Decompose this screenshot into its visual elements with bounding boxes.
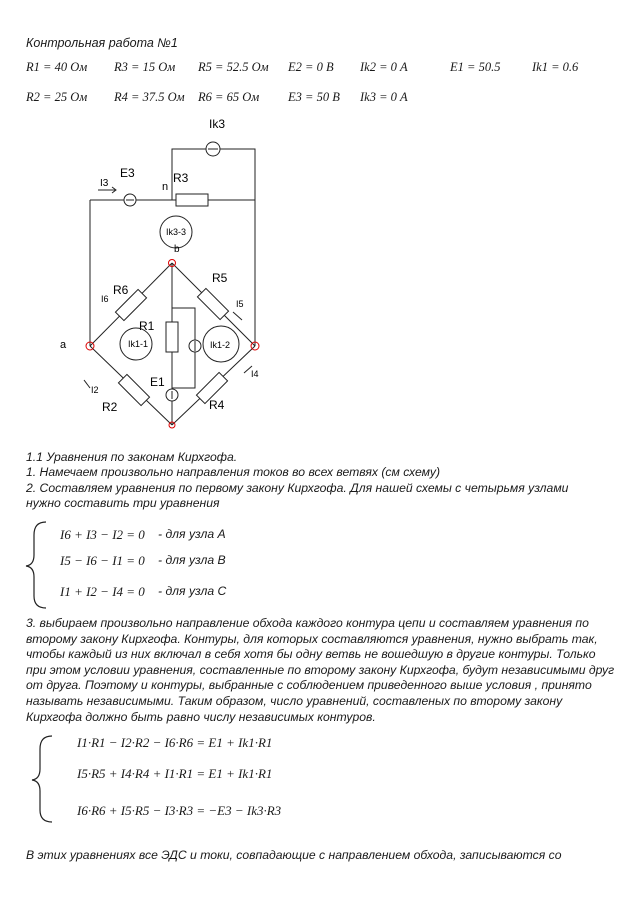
kcl-note-2: - для узла B	[158, 553, 226, 567]
kcl-eq-1: I6 + I3 − I2 = 0	[60, 527, 145, 542]
label-node-n: n	[162, 181, 169, 193]
arrow-i5	[233, 312, 242, 320]
document-title: Контрольная работа №1	[26, 36, 178, 50]
param-r4: R4 = 37.5 Ом	[114, 90, 185, 104]
resistor-r1	[166, 322, 178, 352]
param-ik3: Ik3 = 0 А	[360, 90, 408, 104]
circuit-diagram	[0, 0, 634, 440]
kvl-eq-1: I1·R1 − I2·R2 − I6·R6 = E1 + Ik1·R1	[77, 735, 273, 750]
label-r4: R4	[209, 398, 225, 412]
kcl-eq-2: I5 − I6 − I1 = 0	[60, 553, 145, 568]
label-ik3-loop: Ik3-3	[166, 227, 187, 237]
label-ik3: Ik3	[209, 117, 226, 131]
step-2-line-2: нужно составить три уравнения	[26, 496, 220, 510]
label-i5: I5	[236, 299, 244, 309]
param-e2: E2 = 0 В	[288, 60, 334, 74]
label-i6: I6	[101, 294, 109, 304]
kcl-note-1: - для узла A	[158, 527, 226, 541]
label-i2: I2	[91, 385, 99, 395]
param-ik1: Ik1 = 0.6	[532, 60, 579, 74]
label-r5: R5	[212, 271, 228, 285]
param-r5: R5 = 52.5 Ом	[198, 60, 269, 74]
kvl-eq-2: I5·R5 + I4·R4 + I1·R1 = E1 + Ik1·R1	[77, 766, 273, 781]
label-e3: E3	[120, 166, 135, 180]
param-e3: E3 = 50 В	[288, 90, 340, 104]
label-r1: R1	[139, 319, 155, 333]
footer-text: В этих уравнениях все ЭДС и токи, совпадающие с направлением обхода, записываются со	[26, 848, 562, 862]
label-node-b: b	[174, 244, 180, 255]
param-r6: R6 = 65 Ом	[198, 90, 260, 104]
label-i3: I3	[100, 178, 109, 189]
arrow-i2	[84, 380, 90, 388]
resistor-r5	[197, 288, 228, 319]
param-ik2: Ik2 = 0 А	[360, 60, 408, 74]
kvl-eq-3: I6·R6 + I5·R5 − I3·R3 = −E3 − Ik3·R3	[77, 803, 282, 818]
label-ik1-1: Ik1-1	[128, 339, 149, 349]
kvl-brace	[30, 734, 54, 824]
label-r3: R3	[173, 171, 189, 185]
param-r1: R1 = 40 Ом	[26, 60, 88, 74]
kcl-note-3: - для узла C	[158, 584, 227, 598]
kcl-eq-3: I1 + I2 − I4 = 0	[60, 584, 145, 599]
label-r6: R6	[113, 283, 129, 297]
label-e1: E1	[150, 375, 165, 389]
label-i4: I4	[251, 369, 259, 379]
label-r2: R2	[102, 400, 118, 414]
resistor-r3	[176, 194, 208, 206]
step-1: 1. Намечаем произвольно направления токов во всех ветвях (см схему)	[26, 465, 441, 479]
kcl-brace	[24, 520, 48, 610]
param-r2: R2 = 25 Ом	[26, 90, 88, 104]
step-2-line-1: 2. Составляем уравнения по первому закону Кирхгофа. Для нашей схемы с четырьмя узлами	[26, 481, 569, 495]
resistor-r2	[118, 374, 149, 405]
param-e1: E1 = 50.5	[450, 60, 501, 74]
section-heading: 1.1 Уравнения по законам Кирхгофа.	[26, 450, 238, 464]
label-node-a: a	[60, 339, 67, 351]
step-3-paragraph: 3. выбираем произвольно направление обхода каждого контура цепи и составляем уравнения по второму закону Кирхгофа. Контуры, для которых составляются уравнения, нужно выбрать так, чтобы каждый из них включал в себя хотя бы одну ветвь не вошедшую в другие контуры. Только при этом условии уравнения, составленные по второму закону Кирхгофа, будут независимыми друг от друга. Поэтому и контуры, выбранные с соблюдением приведенного выше условия , принято называть независимыми. Таким образом, число уравнений, составленых по второму закону Кирхгофа должно быть равно числу независимых контуров.	[26, 616, 615, 724]
param-r3: R3 = 15 Ом	[114, 60, 176, 74]
label-ik1-2: Ik1-2	[210, 340, 231, 350]
